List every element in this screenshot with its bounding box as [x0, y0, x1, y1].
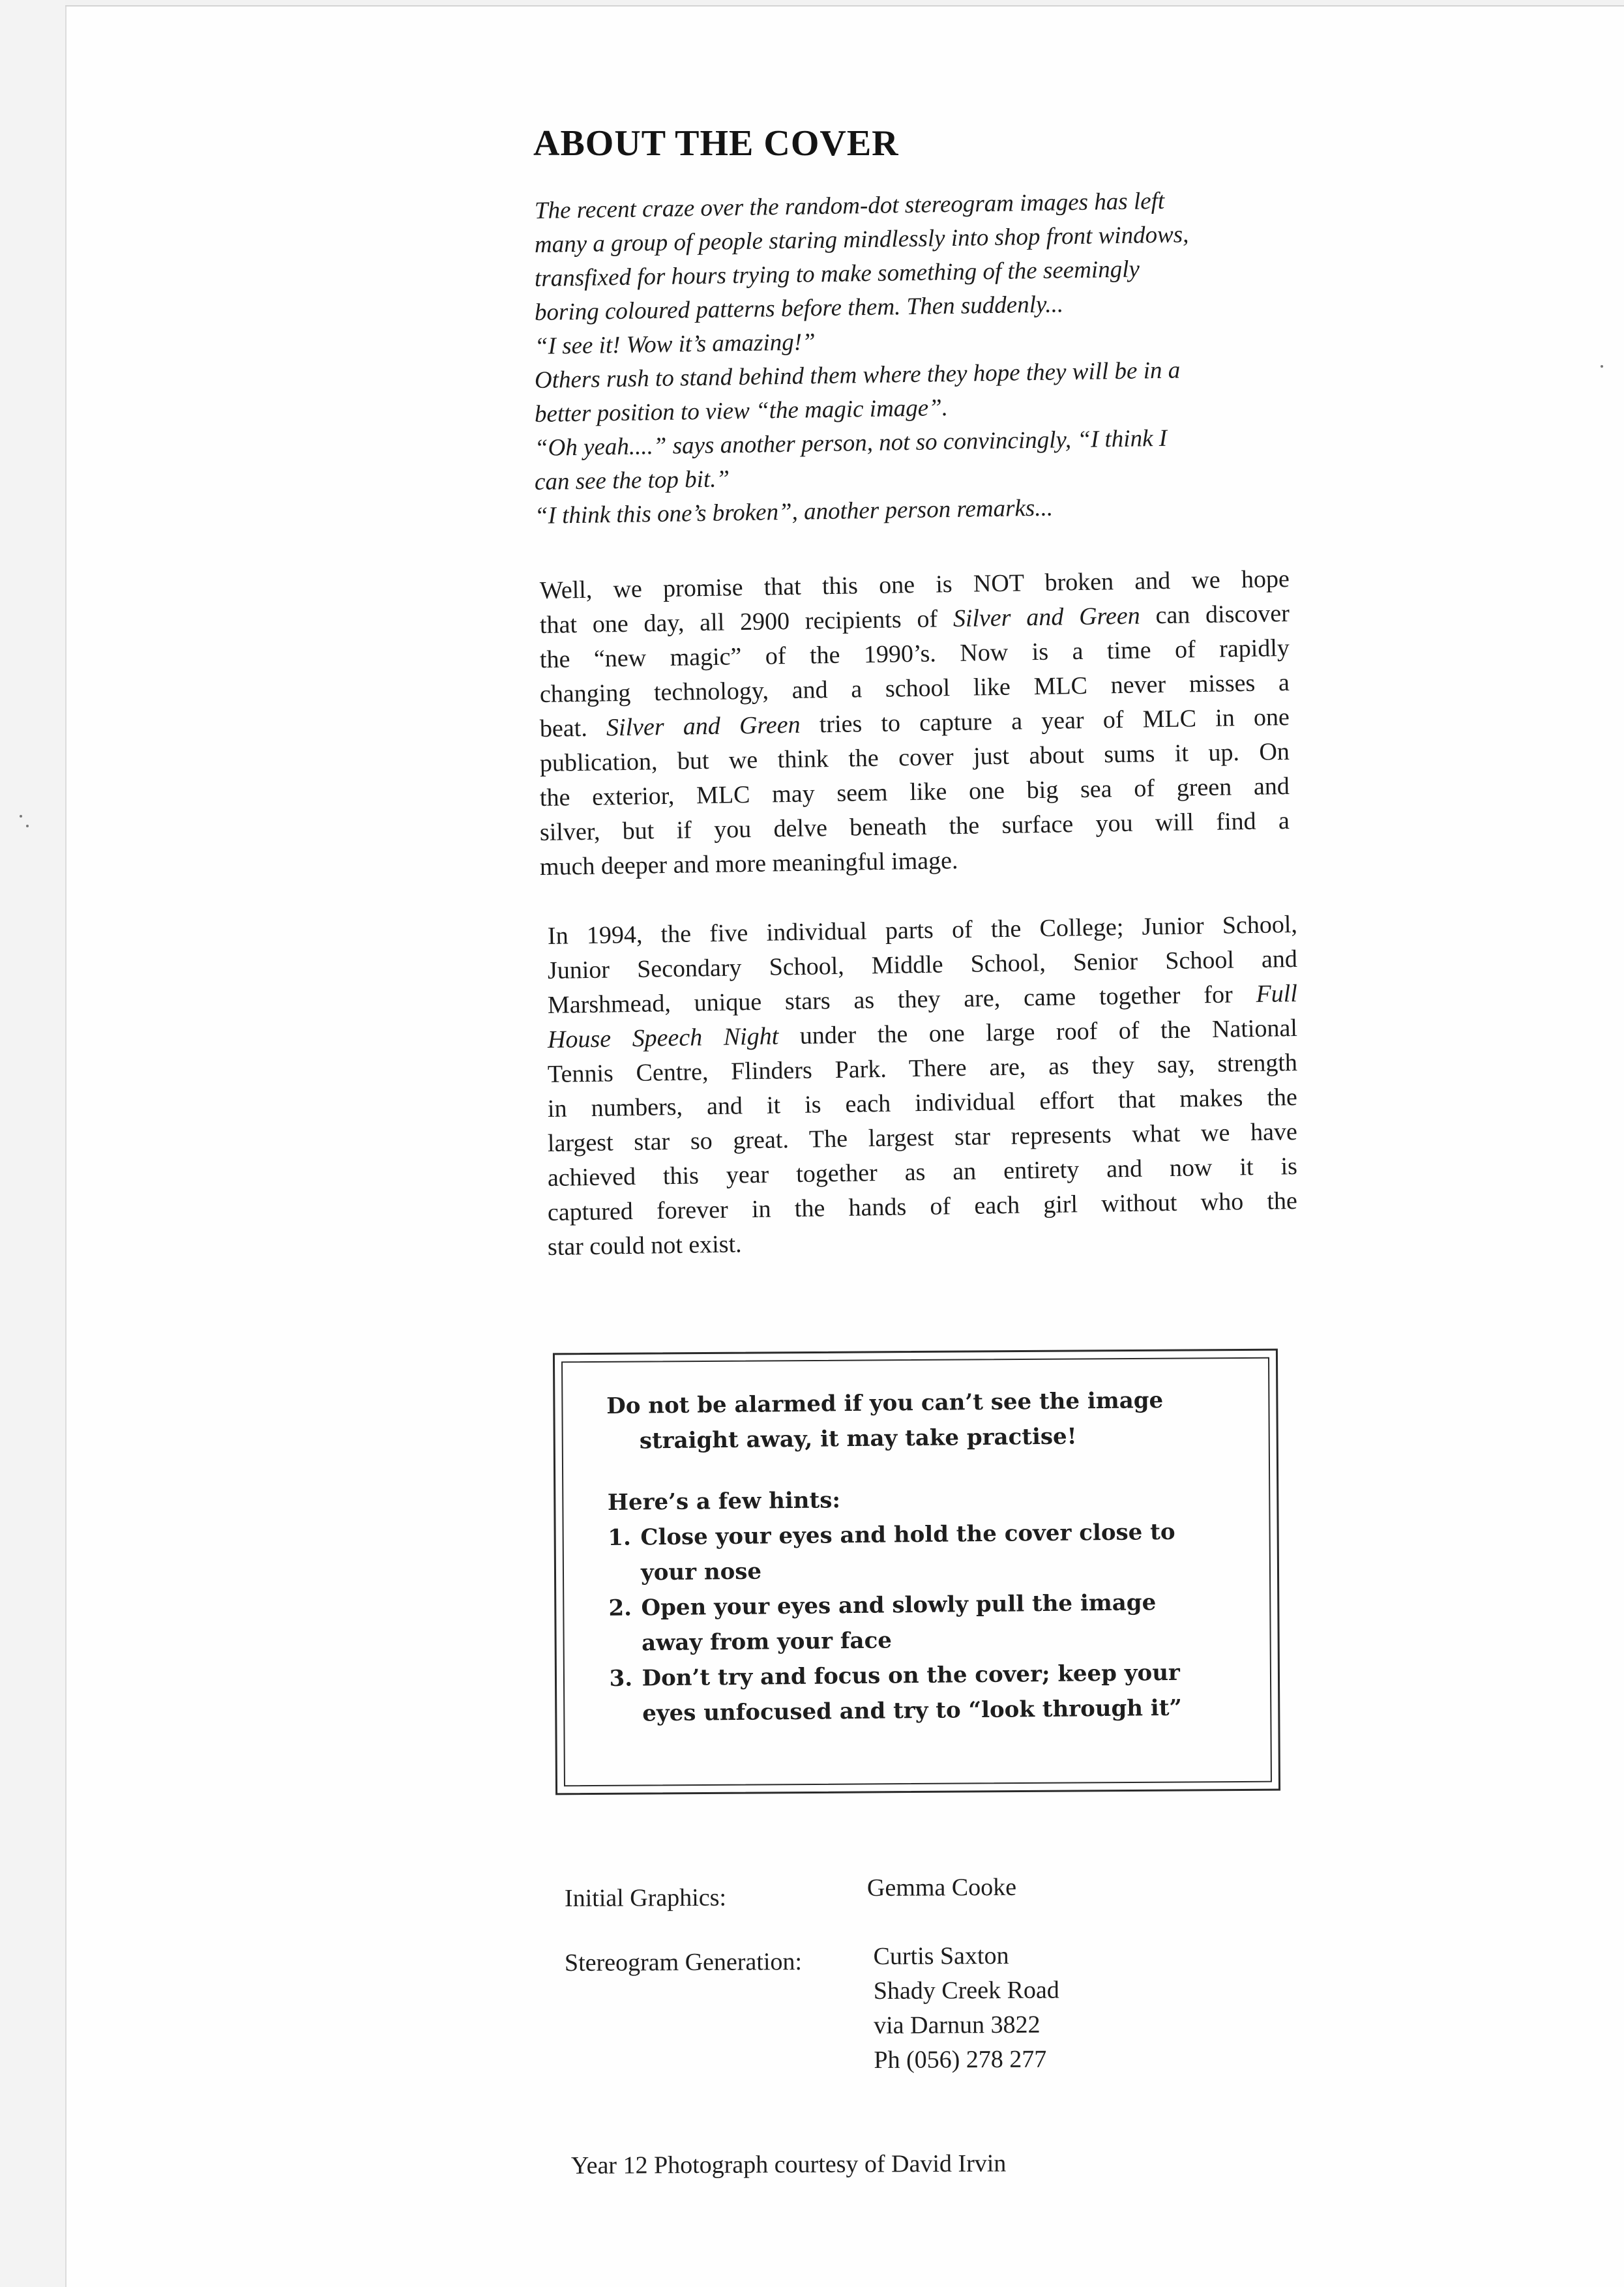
credit-line: Ph (056) 278 277 [874, 2045, 1047, 2074]
intro-line: boring coloured patterns before them. Then suddenly... [534, 291, 1064, 326]
body-paragraph-1 [539, 565, 1290, 885]
credit-graphics-label: Initial Graphics: [564, 1883, 727, 1912]
publication-title: Silver and Green [952, 602, 1141, 633]
hint-text: Open your eyes and slowly pull the image [641, 1589, 1157, 1621]
hint-number: 3. [609, 1665, 633, 1692]
hint-text: away from your face [641, 1627, 893, 1657]
intro-line: “I see it! Wow it’s amazing!” [534, 329, 816, 360]
para-line: largest star so great. The largest star represents what we have [547, 1117, 1298, 1157]
intro-line: better position to view “the magic image”. [534, 394, 949, 428]
hint-warning: straight away, it may take practise! [639, 1423, 1077, 1454]
credit-stereogram-label: Stereogram Generation: [564, 1948, 803, 1977]
event-name: House Speech Night [547, 1022, 779, 1054]
body-paragraph-2 [547, 910, 1298, 1265]
text-run: beat. [539, 714, 607, 743]
credit-graphics-name: Gemma Cooke [866, 1873, 1017, 1902]
para-line: silver, but if you delve beneath the surface you will find a [539, 806, 1290, 846]
intro-paragraph [534, 187, 1284, 533]
text-run: tries to capture a year of MLC in one [800, 703, 1290, 739]
hint-text: Don’t try and focus on the cover; keep your [642, 1659, 1181, 1692]
para-line: the “new magic” of the 1990’s. Now is a time of rapidly [539, 634, 1290, 673]
hint-text: your nose [640, 1558, 762, 1586]
hint-text: eyes unfocused and try to “look through it” [642, 1694, 1183, 1727]
credit-line: Shady Creek Road [873, 1976, 1059, 2005]
text-run: Marshmead, unique stars as they are, came together for [547, 980, 1256, 1019]
hints-heading: Here’s a few hints: [607, 1487, 841, 1516]
para-line: Tennis Centre, Flinders Park. There are, as they say, strength [547, 1048, 1298, 1088]
para-line: changing technology, and a school like MLC never misses a [539, 668, 1290, 708]
scan-edge-left [0, 0, 66, 2287]
credit-line: via Darnun 3822 [874, 2011, 1041, 2039]
hint-number: 1. [608, 1524, 632, 1551]
para-line: much deeper and more meaningful image. [539, 846, 958, 881]
scan-edge-top [65, 0, 1624, 7]
publication-title: Silver and Green [606, 711, 801, 742]
hints-box [606, 1382, 1262, 1732]
hint-item [609, 1655, 1262, 1732]
hint-number: 2. [608, 1595, 632, 1621]
hints-list [608, 1514, 1262, 1732]
para-line: Well, we promise that this one is NOT broken and we hope [539, 565, 1290, 604]
hint-item [608, 1584, 1261, 1661]
para-line: Junior Secondary School, Middle School, Senior School and [547, 945, 1298, 984]
para-line: captured forever in the hands of each girl without who the [547, 1187, 1298, 1226]
para-line: star could not exist. [547, 1230, 742, 1261]
page-title: ABOUT THE COVER [533, 123, 899, 164]
intro-line: many a group of people staring mindlessly into shop front windows, [534, 221, 1189, 258]
para-line: In 1994, the five individual parts of the College; Junior School, [547, 910, 1298, 950]
scan-speck [1601, 365, 1603, 368]
text-run: that one day, all 2900 recipients of [539, 605, 954, 639]
text-run: can discover [1140, 599, 1290, 630]
event-name: Full [1256, 979, 1298, 1008]
scan-speck [20, 815, 22, 818]
intro-line: “Oh yeah....” says another person, not so convincingly, “I think I [534, 424, 1168, 462]
credit-stereogram-details [873, 1939, 1059, 2078]
intro-line: “I think this one’s broken”, another person remarks... [534, 494, 1054, 529]
credit-photograph: Year 12 Photograph courtesy of David Irvin [570, 2149, 1007, 2179]
intro-line: can see the top bit.” [534, 465, 730, 495]
text-run: under the one large roof of the National [778, 1014, 1298, 1050]
hint-text: Close your eyes and hold the cover close to [640, 1518, 1175, 1551]
para-line: in numbers, and it is each individual effort that makes the [547, 1083, 1298, 1123]
intro-line: Others rush to stand behind them where they hope they will be in a [534, 357, 1181, 394]
para-line: publication, but we think the cover just about sums it up. On [539, 737, 1290, 777]
credit-line: Curtis Saxton [873, 1941, 1009, 1971]
intro-line: transfixed for hours trying to make something of the seemingly [534, 256, 1140, 292]
intro-line: The recent craze over the random-dot stereogram images has left [534, 187, 1165, 224]
para-line: the exterior, MLC may seem like one big sea of green and [539, 772, 1290, 812]
para-line: achieved this year together as an entirety and now it is [547, 1152, 1298, 1192]
hint-item [608, 1514, 1260, 1591]
scan-speck [26, 825, 29, 827]
hint-warning: Do not be alarmed if you can’t see the image [606, 1387, 1164, 1419]
